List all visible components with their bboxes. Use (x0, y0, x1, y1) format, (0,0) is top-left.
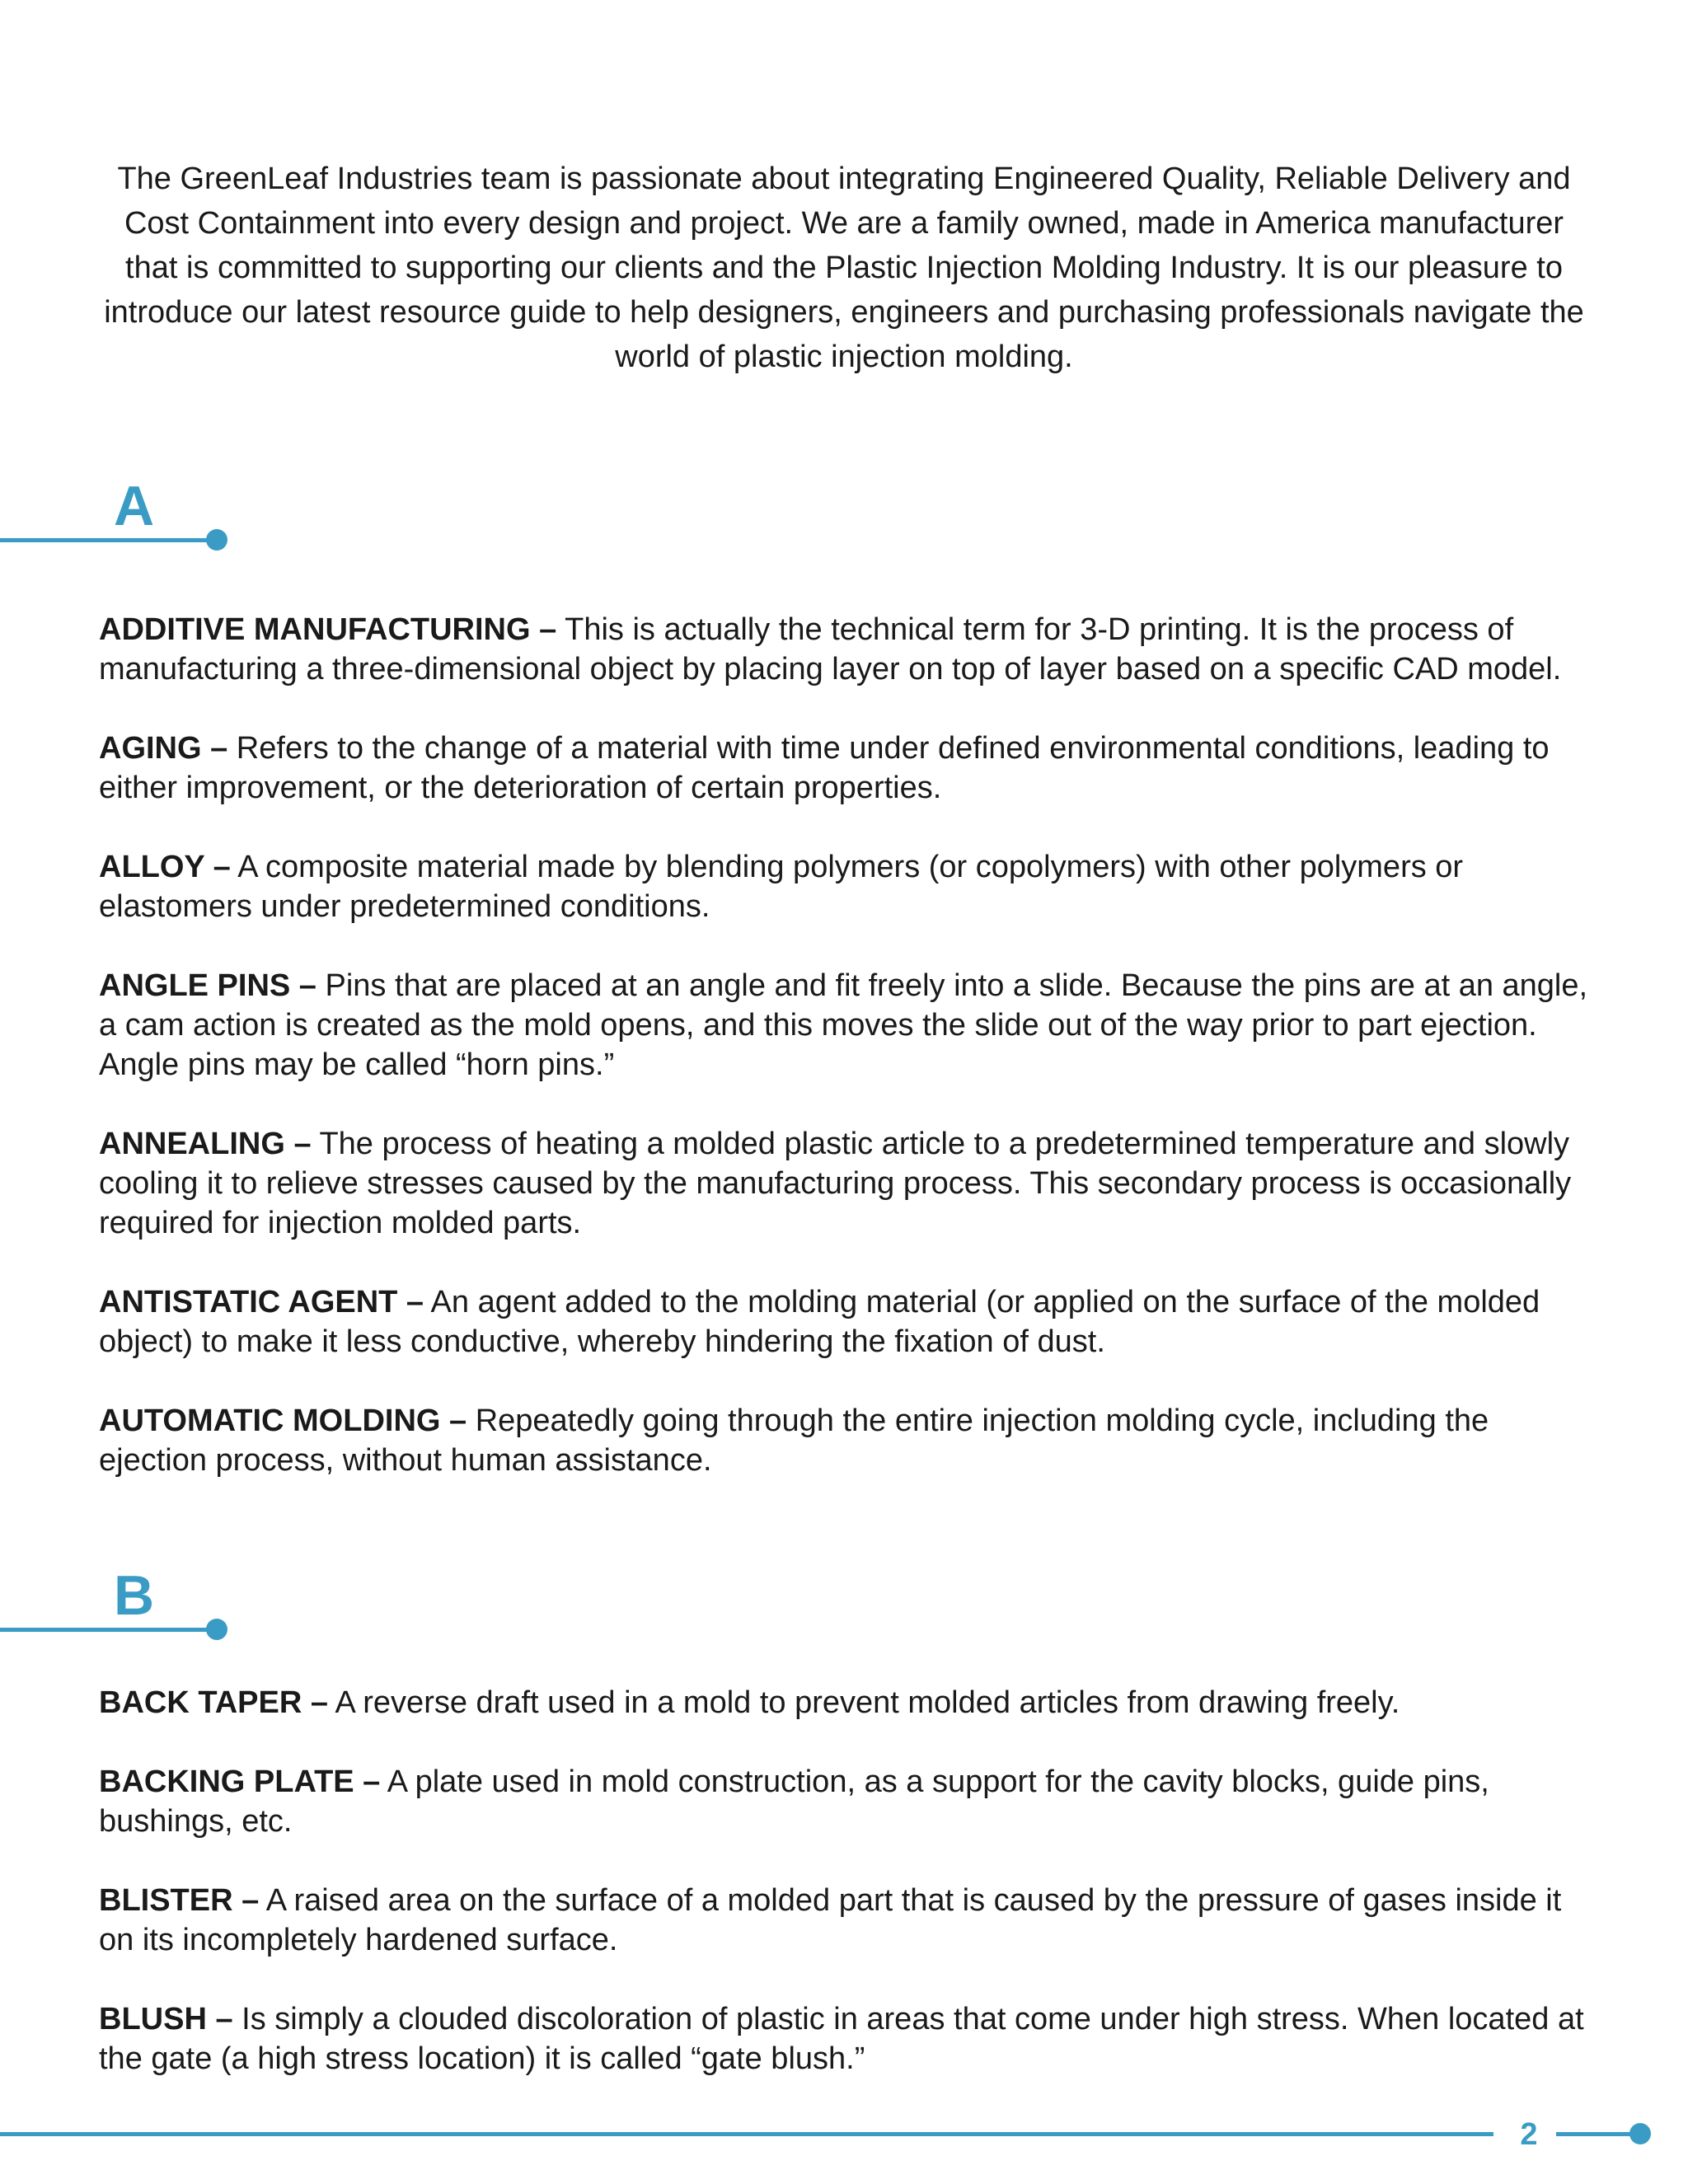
entry-definition: Is simply a clouded discoloration of plastic in areas that come under high stress. When located at the gate (a high stress location) it is called “gate blush.” (99, 2002, 1584, 2076)
glossary-entry (99, 847, 1591, 926)
entry-term: BLISTER – (99, 1883, 260, 1918)
section-letter-b: B (114, 1564, 155, 1627)
entry-term: ALLOY – (99, 850, 231, 884)
entry-term: ADDITIVE MANUFACTURING – (99, 612, 557, 647)
section-b-divider (0, 1628, 216, 1632)
glossary-entry (99, 1999, 1591, 2079)
entry-definition: A reverse draft used in a mold to prevent molded articles from drawing freely. (328, 1685, 1400, 1720)
entry-term: AUTOMATIC MOLDING – (99, 1404, 467, 1438)
glossary-entry (99, 1401, 1591, 1480)
section-letter-a: A (114, 475, 155, 537)
glossary-entry (99, 1683, 1591, 1722)
glossary-entry (99, 729, 1591, 808)
entry-definition: Pins that are placed at an angle and fit freely into a slide. Because the pins are at an angle, a cam action is created as the mold opens, and this moves the slide out of the way prior to part ejection. Angle pins may be called “horn pins.” (99, 968, 1588, 1082)
entry-term: ANGLE PINS – (99, 968, 316, 1003)
entry-term: ANNEALING – (99, 1127, 312, 1161)
glossary-entry (99, 1762, 1591, 1841)
section-a-entries (99, 610, 1591, 1480)
section-b-entries (99, 1683, 1591, 2079)
entry-term: AGING – (99, 731, 228, 766)
glossary-entry (99, 966, 1591, 1085)
entry-definition: The process of heating a molded plastic article to a predetermined temperature and slowly cooling it to relieve stresses caused by the manufacturing process. This secondary process is occasionally required for injection molded parts. (99, 1127, 1572, 1240)
entry-definition: A composite material made by blending polymers (or copolymers) with other polymers or elastomers under predetermined conditions. (99, 850, 1464, 924)
entry-term: BACKING PLATE – (99, 1765, 381, 1799)
glossary-entry (99, 1282, 1591, 1361)
page-number: 2 (1520, 2117, 1538, 2152)
glossary-entry (99, 1124, 1591, 1243)
entry-definition: Repeatedly going through the entire injection molding cycle, including the ejection process, without human assistance. (99, 1404, 1489, 1478)
intro-paragraph: The GreenLeaf Industries team is passionate about integrating Engineered Quality, Reliable Delivery and Cost Containment into every design and project. We are a family owned, made in America manufacturer that is committed to supporting our clients and the Plastic Injection Molding Industry. It is our pleasure to introduce our latest resource guide to help designers, engineers and purchasing professionals navigate the world of plastic injection molding. (104, 162, 1584, 374)
section-b-dot-icon (206, 1619, 227, 1640)
glossary-entry (99, 1881, 1591, 1960)
section-a-divider (0, 538, 216, 542)
glossary-entry (99, 610, 1591, 689)
entry-definition: An agent added to the molding material (or applied on the surface of the molded object) to make it less conductive, whereby hindering the fixation of dust. (99, 1285, 1540, 1359)
footer-dot-icon (1629, 2123, 1651, 2144)
entry-term: BLUSH – (99, 2002, 233, 2036)
entry-definition: Refers to the change of a material with time under defined environmental conditions, leading to either improvement, or the deterioration of certain properties. (99, 731, 1550, 805)
section-a-dot-icon (206, 529, 227, 551)
entry-definition: This is actually the technical term for 3-D printing. It is the process of manufacturing a three-dimensional object by placing layer on top of layer based on a specific CAD model. (99, 612, 1562, 687)
footer-divider (0, 2132, 1493, 2136)
entry-term: ANTISTATIC AGENT – (99, 1285, 424, 1319)
entry-term: BACK TAPER – (99, 1685, 328, 1720)
entry-definition: A plate used in mold construction, as a support for the cavity blocks, guide pins, bushings, etc. (99, 1765, 1489, 1839)
entry-definition: A raised area on the surface of a molded part that is caused by the pressure of gases inside it on its incompletely hardened surface. (99, 1883, 1562, 1957)
footer-divider-right (1556, 2132, 1639, 2136)
